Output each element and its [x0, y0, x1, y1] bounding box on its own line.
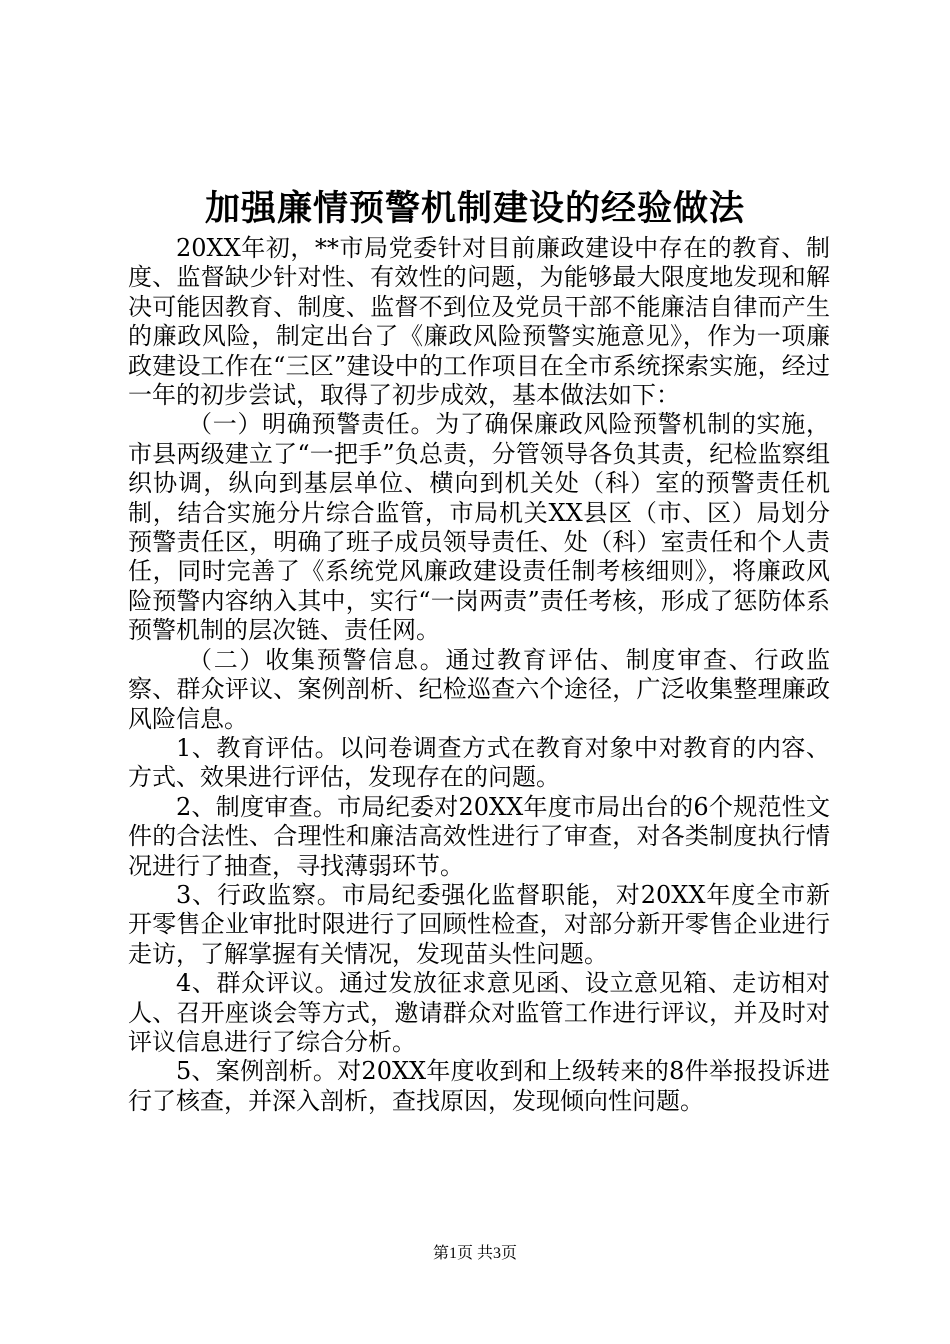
paragraph-section-2: （二）收集预警信息。通过教育评估、制度审查、行政监察、群众评议、案例剖析、纪检巡查六个途径，广泛收集整理廉政风险信息。	[128, 645, 830, 733]
document-body	[128, 234, 830, 1116]
document-title: 加强廉情预警机制建设的经验做法	[204, 188, 745, 229]
paragraph-item-5: 5、案例剖析。对20XX年度收到和上级转来的8件举报投诉进行了核查，并深入剖析，查找原因，发现倾向性问题。	[128, 1057, 830, 1115]
paragraph-item-3: 3、行政监察。市局纪委强化监督职能，对20XX年度全市新开零售企业审批时限进行了回顾性检查，对部分新开零售企业进行走访，了解掌握有关情况，发现苗头性问题。	[128, 880, 830, 968]
paragraph-item-4: 4、群众评议。通过发放征求意见函、设立意见箱、走访相对人、召开座谈会等方式，邀请群众对监管工作进行评议，并及时对评议信息进行了综合分析。	[128, 969, 830, 1056]
paragraph-section-1: （一）明确预警责任。为了确保廉政风险预警机制的实施，市县两级建立了“一把手”负总责，分管领导各负其责，纪检监察组织协调，纵向到基层单位、横向到机关处（科）室的预警责任机制，结合实施分片综合监管，市局机关XX县区（市、区）局划分预警责任区，明确了班子成员领导责任、处（科）室责任和个人责任，同时完善了《系统党风廉政建设责任制考核细则》，将廉政风险预警内容纳入其中，实行“一岗两责”责任考核，形成了惩防体系预警机制的层次链、责任网。	[128, 410, 830, 645]
paragraph-item-1: 1、教育评估。以问卷调查方式在教育对象中对教育的内容、方式、效果进行评估，发现存在的问题。	[128, 733, 830, 792]
paragraph-intro: 20XX年初，**市局党委针对目前廉政建设中存在的教育、制度、监督缺少针对性、有效性的问题，为能够最大限度地发现和解决可能因教育、制度、监督不到位及党员干部不能廉洁自律而产生的廉政风险，制定出台了《廉政风险预警实施意见》，作为一项廉政建设工作在“三区”建设中的工作项目在全市系统探索实施，经过一年的初步尝试，取得了初步成效，基本做法如下：	[128, 234, 830, 410]
paragraph-item-2: 2、制度审查。市局纪委对20XX年度市局出台的6个规范性文件的合法性、合理性和廉洁高效性进行了审查，对各类制度执行情况进行了抽查，寻找薄弱环节。	[128, 792, 830, 880]
page-number: 第1页 共3页	[432, 1245, 517, 1262]
